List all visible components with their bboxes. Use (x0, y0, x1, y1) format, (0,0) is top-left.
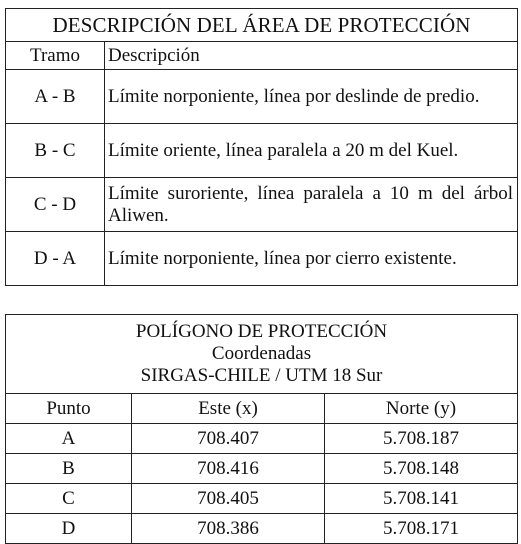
table-row (6, 232, 518, 286)
tramo-cell: C - D (6, 178, 105, 232)
protection-polygon-table (5, 314, 518, 544)
polygon-table-header (6, 315, 518, 394)
descripcion-cell: Límite norponiente, línea por deslinde de predio. (105, 70, 518, 124)
norte-cell: 5.708.141 (325, 484, 518, 514)
header-descripcion: Descripción (105, 42, 518, 70)
table-row (6, 178, 518, 232)
norte-cell: 5.708.171 (325, 514, 518, 544)
norte-cell: 5.708.187 (325, 424, 518, 454)
punto-cell: A (6, 424, 132, 454)
descripcion-cell: Límite norponiente, línea por cierro existente. (105, 232, 518, 286)
description-title-row (6, 9, 518, 42)
header-norte: Norte (y) (325, 394, 518, 424)
tramo-cell: D - A (6, 232, 105, 286)
polygon-table-title: POLÍGONO DE PROTECCIÓN (135, 321, 388, 342)
table-row (6, 70, 518, 124)
protection-area-description-table (5, 8, 518, 286)
description-table-title: DESCRIPCIÓN DEL ÁREA DE PROTECCIÓN (6, 9, 518, 42)
polygon-column-header-row (6, 394, 518, 424)
table-row (6, 424, 518, 454)
norte-cell: 5.708.148 (325, 454, 518, 484)
polygon-table-subtitle: Coordenadas (211, 343, 312, 364)
table-row (6, 124, 518, 178)
header-este: Este (x) (132, 394, 325, 424)
punto-cell: B (6, 454, 132, 484)
este-cell: 708.386 (132, 514, 325, 544)
este-cell: 708.416 (132, 454, 325, 484)
tramo-cell: B - C (6, 124, 105, 178)
punto-cell: C (6, 484, 132, 514)
polygon-header-row (6, 315, 518, 394)
table-row (6, 454, 518, 484)
header-tramo: Tramo (6, 42, 105, 70)
descripcion-cell: Límite oriente, línea paralela a 20 m del Kuel. (105, 124, 518, 178)
punto-cell: D (6, 514, 132, 544)
tramo-cell: A - B (6, 70, 105, 124)
este-cell: 708.407 (132, 424, 325, 454)
table-row (6, 514, 518, 544)
table-row (6, 484, 518, 514)
polygon-table-datum: SIRGAS-CHILE / UTM 18 Sur (140, 365, 383, 386)
description-header-row (6, 42, 518, 70)
header-punto: Punto (6, 394, 132, 424)
este-cell: 708.405 (132, 484, 325, 514)
descripcion-cell: Límite suroriente, línea paralela a 10 m del árbol Aliwen. (105, 178, 518, 232)
